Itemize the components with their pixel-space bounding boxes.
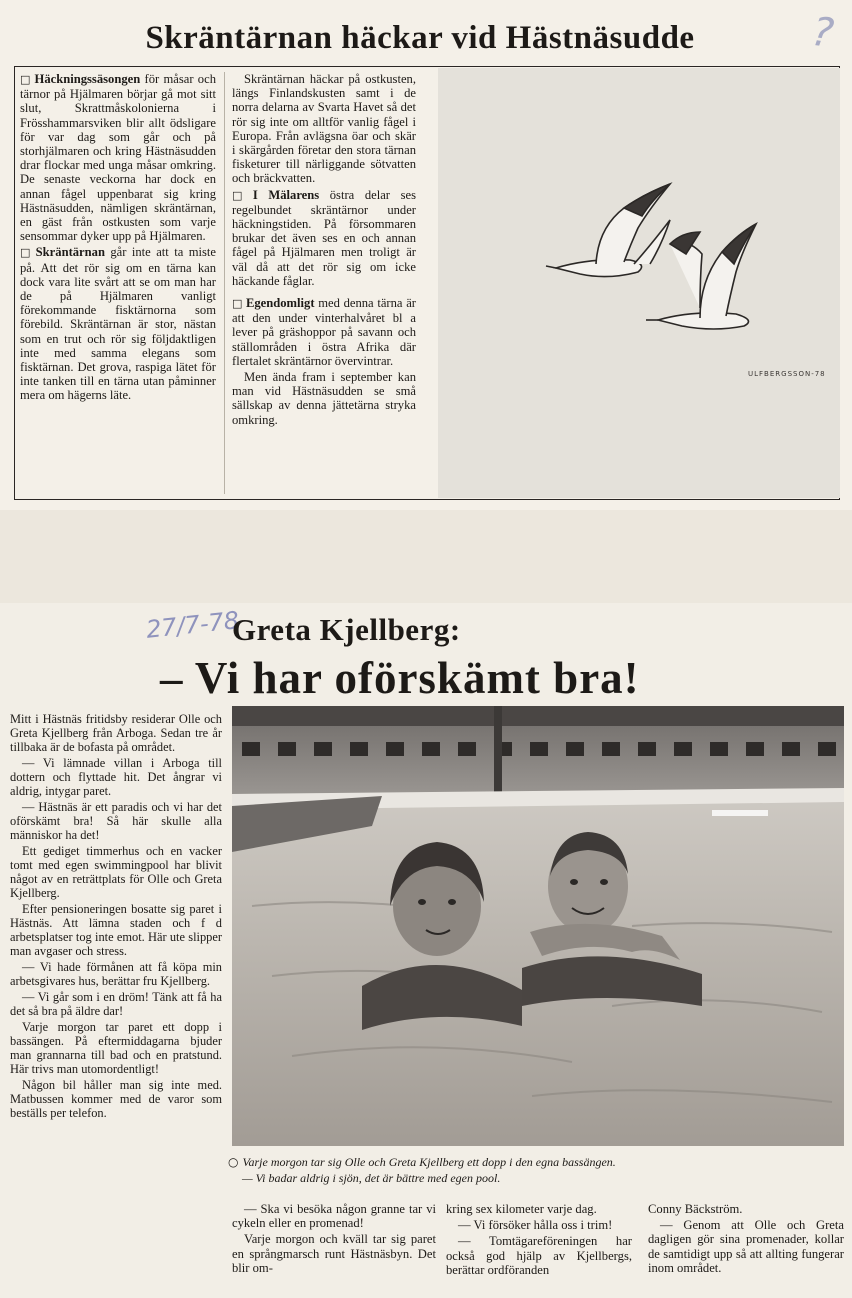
interview-column-2 [232, 1202, 436, 1277]
paragraph: Mitt i Hästnäs fritidsby residerar Olle och Greta Kjellberg från Arboga. Sedan tre år tillbaka är de bofasta på området. [10, 712, 222, 754]
illustrator-signature: ULFBERGSSON-78 [748, 370, 826, 378]
paragraph: — Tomtägareföreningen har också god hjälp av Kjellbergs, berättar ordföranden [446, 1234, 632, 1277]
paragraph: Efter pensioneringen bosatte sig paret i Hästnäs. Att lämna staden och f d arbetsplatser tog inte emot. Här ute slipper man avgaser och stress. [10, 902, 222, 958]
photo-caption [228, 1154, 844, 1186]
square-bullet-icon: □ [232, 297, 243, 311]
paragraph: — Ska vi besöka någon granne tar vi cykeln eller en promenad! [232, 1202, 436, 1231]
square-bullet-icon: □ [20, 73, 32, 86]
couple-swimming-photo [232, 706, 844, 1146]
paragraph: kring sex kilometer varje dag. [446, 1202, 597, 1216]
pool-photo [232, 706, 844, 1146]
tern-column-2 [232, 72, 416, 429]
headline-quote: – Vi har oförskämt bra! [160, 653, 640, 703]
paragraph: □ Häckningssäsongen för måsar och tärnor på Hjälmaren börjar gå mot sitt slut, Skrattmåskolonierna i Frösshammarsviken blir allt ödsligare för var dag som går och på storhjälmaren och kring Hästnäsudden drar flockar med unga måsar omkring. De senaste veckorna har dock en annan fågel uppenbarat sig kring Hästnäsudden, nämligen skräntärnan, en gäst från ostkusten som varje sensommar dyker upp på Hjälmaren. [20, 72, 216, 244]
headline-tern: Skräntärnan häckar vid Hästnäsudde [145, 20, 695, 56]
paragraph: — Genom att Olle och Greta dagligen gör sina promenader, kollar de samtidigt upp så att allting fungerar inom området. [648, 1218, 844, 1275]
caption-line: ○ Varje morgon tar sig Olle och Greta Kjellberg ett dopp i den egna bassängen. [228, 1155, 616, 1169]
paragraph: Ett gediget timmerhus och en vacker tomt med egen swimmingpool har blivit något av en reträttplats för Olle och Greta Kjellberg. [10, 844, 222, 900]
handwritten-question-mark: ? [808, 8, 837, 58]
paragraph: — Vi hade förmånen att få köpa min arbetsgivares hus, berättar fru Kjellberg. [10, 960, 222, 988]
paragraph: □ Egendomligt med denna tärna är att den under vinterhalvåret bl a lever på gräshoppor på savann och ställområden i östra Afrika där flertalet skräntärnor övervintrar. [232, 296, 416, 368]
paragraph: Varje morgon och kväll tar sig paret en språngmarsch runt Hästnäsbyn. Det blir om- [232, 1232, 436, 1275]
paragraph: Varje morgon tar paret ett dopp i bassängen. På eftermiddagarna bjuder man grannarna till bad och en pratstund. Här trivs man utomordentligt! [10, 1020, 222, 1076]
tern-illustration [438, 68, 840, 498]
paragraph: Conny Bäckström. [648, 1202, 743, 1216]
caption-line: — Vi badar aldrig i sjön, det är bättre med egen pool. [242, 1171, 501, 1185]
headline-name: Greta Kjellberg: [232, 612, 461, 647]
paragraph: Men ända fram i september kan man vid Hästnäsudden se små sällskap av denna jättetärna stryka omkring. [232, 370, 416, 427]
handwritten-date: 27/7-78 [144, 606, 241, 644]
square-bullet-icon: □ [232, 188, 250, 202]
paragraph: □ Skräntärnan går inte att ta miste på. Att det rör sig om en tärna kan dock vara lite svårt att se om man har de på Hjälmaren vanligt förekommande fisktärnorna som förebild. Skräntärnan är stor, nästan som en trut och rör sig följdaktligen inte med samma elegans som fisktärnan. Det grova, raspiga lätet för inte tanken till en tärna utan påminner mera om hägerns läte. [20, 245, 216, 403]
paragraph: — Vi lämnade villan i Arboga till dottern och flyttade hit. Det ångrar vi aldrig, intygar paret. [10, 756, 222, 798]
paragraph: □ I Mälarens östra delar ses regelbundet skräntärnor under häckningstiden. På försommaren brukar det även ses en och annan fågel på Hjälmaren men troligt är väl då att det rör sig om icke häckande fåglar. [232, 187, 416, 288]
interview-column-4 [648, 1202, 844, 1277]
paragraph: — Vi försöker hålla oss i trim! [458, 1218, 613, 1233]
paragraph: Skräntärnan häckar på ostkusten, längs Finlandskusten samt i de norra delarna av Svarta Havet så det rör sig inte om alltför vanlig fågel i Europa. Från avlägsna öar och skär i skärgården företar den stora tärnan fisketurer till närliggande sötvatten och bräckvatten. [232, 72, 416, 186]
paragraph: Någon bil håller man sig inte med. Matbussen kommer med de varor som beställs per telefon. [10, 1078, 222, 1120]
column-divider [224, 72, 225, 494]
tern-column-1 [20, 72, 216, 405]
flying-terns-drawing [438, 68, 840, 498]
square-bullet-icon: □ [20, 246, 33, 260]
paragraph: — Vi går som i en dröm! Tänk att få ha det så bra på äldre dar! [10, 990, 222, 1018]
paragraph: — Hästnäs är ett paradis och vi har det oförskämt bra! Så här skulle alla människor ha det! [10, 800, 222, 842]
circle-bullet-icon: ○ [228, 1155, 239, 1169]
interview-column-1 [10, 712, 222, 1122]
interview-column-3 [446, 1202, 632, 1279]
